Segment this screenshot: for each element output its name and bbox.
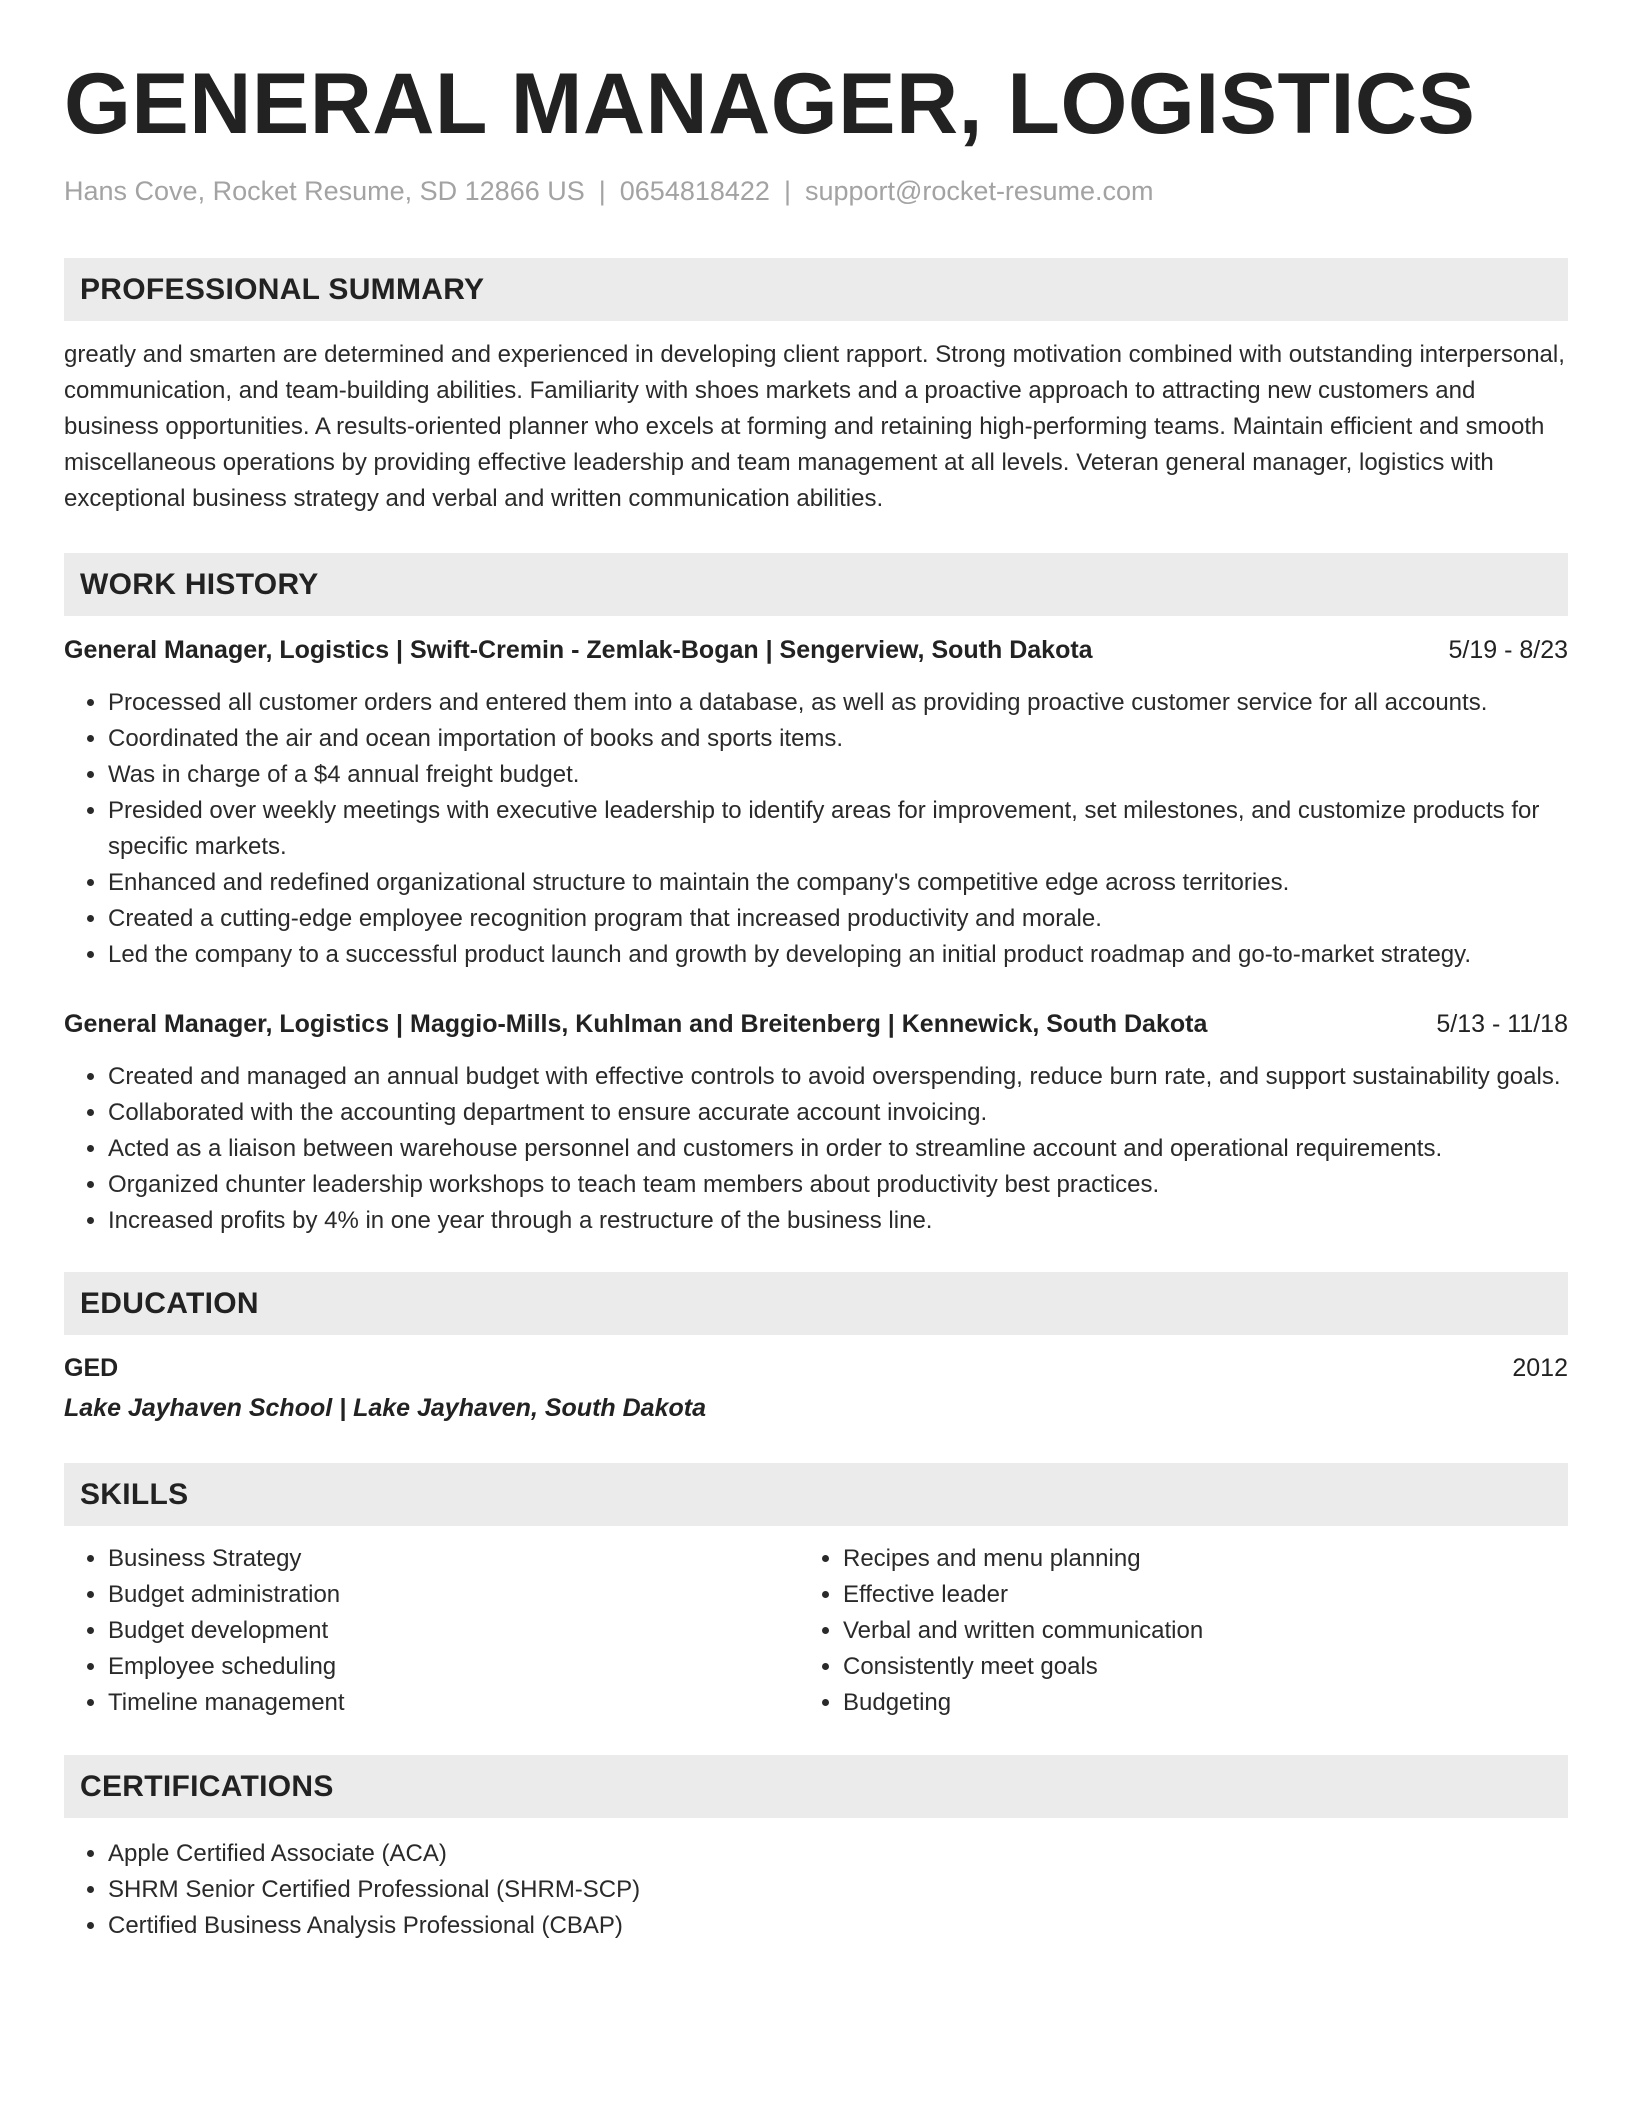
- education-degree: GED: [64, 1354, 119, 1382]
- skill-item: • Budget administration: [108, 1577, 799, 1613]
- job-bullets: [64, 1059, 1568, 1239]
- certification-item: • Apple Certified Associate (ACA): [108, 1836, 1568, 1872]
- section-heading-education: EDUCATION: [64, 1272, 1568, 1335]
- job-bullet: • Led the company to a successful product launch and growth by developing an initial product roadmap and go-to-market strategy.: [108, 937, 1568, 973]
- job-heading: [64, 1007, 1568, 1041]
- section-heading-work-history: WORK HISTORY: [64, 553, 1568, 616]
- certification-item: • SHRM Senior Certified Professional (SHRM-SCP): [108, 1872, 1568, 1908]
- contact-address: Hans Cove, Rocket Resume, SD 12866 US: [64, 176, 585, 206]
- section-heading-certifications: CERTIFICATIONS: [64, 1755, 1568, 1818]
- job-bullet: • Processed all customer orders and entered them into a database, as well as providing proactive customer service for all accounts.: [108, 685, 1568, 721]
- skill-item: • Verbal and written communication: [843, 1613, 1203, 1649]
- certifications-list: [64, 1836, 1568, 1944]
- skill-item: • Business Strategy: [108, 1541, 799, 1577]
- skill-item: • Timeline management: [108, 1685, 799, 1721]
- education-year: 2012: [1512, 1354, 1568, 1382]
- education-school: Lake Jayhaven School | Lake Jayhaven, South Dakota: [64, 1394, 706, 1422]
- skills-list-left: [64, 1541, 799, 1721]
- section-heading-summary: PROFESSIONAL SUMMARY: [64, 258, 1568, 321]
- skill-item: • Budgeting: [843, 1685, 1203, 1721]
- skill-item: • Recipes and menu planning: [843, 1541, 1203, 1577]
- job-bullet: • Created and managed an annual budget with effective controls to avoid overspending, reduce burn rate, and support sustainability goals.: [108, 1059, 1568, 1095]
- certification-item: • Certified Business Analysis Professional (CBAP): [108, 1908, 1568, 1944]
- skill-item: • Effective leader: [843, 1577, 1203, 1613]
- job-title: General Manager, Logistics | Swift-Cremin - Zemlak-Bogan | Sengerview, South Dakota: [64, 636, 1093, 664]
- job-heading: [64, 633, 1568, 667]
- job-bullet: • Enhanced and redefined organizational structure to maintain the company's competitive edge across territories.: [108, 865, 1568, 901]
- summary-text: greatly and smarten are determined and experienced in developing client rapport. Strong motivation combined with outstanding interpersonal, communication, and team-building abilities. Familiarity with shoes markets and a proactive approach to attracting new customers and business opportunities. A results-oriented planner who excels at forming and retaining high-performing teams. Maintain efficient and smooth miscellaneous operations by providing effective leadership and team management at all levels. Veteran general manager, logistics with exceptional business strategy and verbal and written communication abilities.: [64, 341, 1565, 512]
- skills-columns: [64, 1541, 1568, 1721]
- skill-item: • Employee scheduling: [108, 1649, 799, 1685]
- job-bullet: • Organized chunter leadership workshops to teach team members about productivity best practices.: [108, 1167, 1568, 1203]
- skills-list-right: [799, 1541, 1203, 1721]
- job-bullet: • Coordinated the air and ocean importation of books and sports items.: [108, 721, 1568, 757]
- job-bullets: [64, 685, 1568, 973]
- contact-line: [64, 174, 1568, 208]
- job-title: General Manager, Logistics | Maggio-Mills, Kuhlman and Breitenberg | Kennewick, South Dakota: [64, 1010, 1208, 1038]
- job-dates: 5/19 - 8/23: [1448, 636, 1568, 664]
- skill-item: • Budget development: [108, 1613, 799, 1649]
- job-dates: 5/13 - 11/18: [1436, 1010, 1568, 1038]
- job-bullet: • Presided over weekly meetings with executive leadership to identify areas for improvement, set milestones, and customize products for specific markets.: [108, 793, 1568, 865]
- job-bullet: • Collaborated with the accounting department to ensure accurate account invoicing.: [108, 1095, 1568, 1131]
- resume-name: GENERAL MANAGER, LOGISTICS: [64, 56, 1476, 152]
- job-bullet: • Was in charge of a $4 annual freight budget.: [108, 757, 1568, 793]
- contact-separator: |: [598, 176, 606, 206]
- contact-email: support@rocket-resume.com: [804, 176, 1154, 206]
- contact-phone: 0654818422: [619, 176, 770, 206]
- skill-item: • Consistently meet goals: [843, 1649, 1203, 1685]
- job-bullet: • Created a cutting-edge employee recognition program that increased productivity and morale.: [108, 901, 1568, 937]
- job-bullet: • Acted as a liaison between warehouse personnel and customers in order to streamline account and operational requirements.: [108, 1131, 1568, 1167]
- section-heading-skills: SKILLS: [64, 1463, 1568, 1526]
- contact-separator: |: [783, 176, 791, 206]
- job-bullet: • Increased profits by 4% in one year through a restructure of the business line.: [108, 1203, 1568, 1239]
- education-heading: [64, 1351, 1568, 1385]
